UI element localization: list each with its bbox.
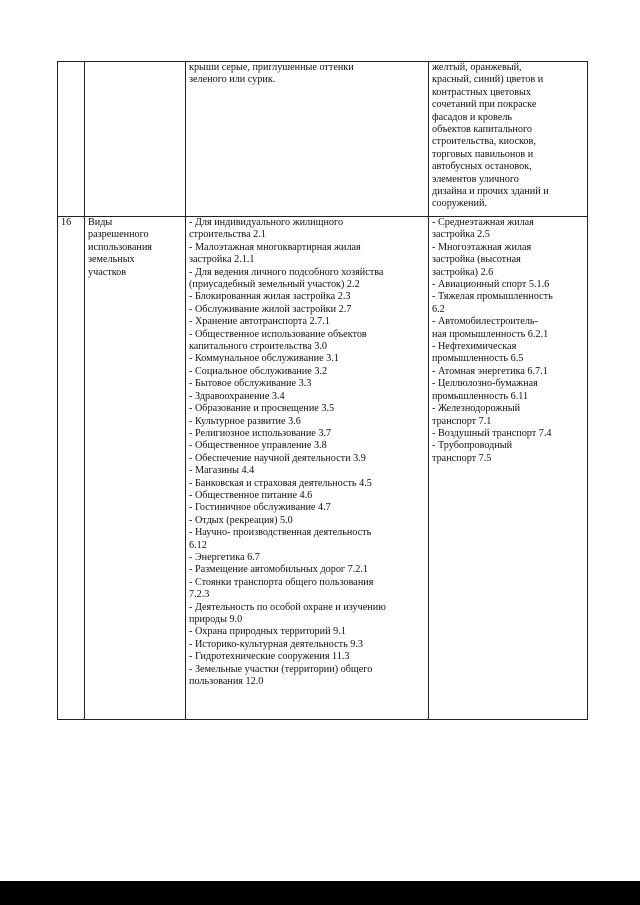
text-line: строительства, киосков,	[432, 136, 536, 148]
list-item: застройка) 2.6	[432, 266, 494, 278]
list-item: застройка 2.5	[432, 229, 490, 241]
list-item: - Научно- производственная деятельность	[189, 527, 372, 539]
title-line: земельных	[88, 254, 135, 266]
list-item: строительства 2.1	[189, 229, 266, 241]
cell-prev-col3	[186, 62, 429, 217]
list-item: - Размещение автомобильных дорог 7.2.1	[189, 564, 369, 576]
list-item: капитального строительства 3.0	[189, 341, 328, 353]
list-item: ная промышленность 6.2.1	[432, 328, 549, 340]
list-item: - Общественное управление 3.8	[189, 440, 327, 452]
list-item: - Малоэтажная многоквартирная жилая	[189, 241, 361, 253]
list-item: - Автомобилестроитель-	[432, 316, 538, 328]
text-line: дизайна и прочих зданий и	[432, 186, 549, 198]
list-item: - Стоянки транспорта общего пользования	[189, 576, 374, 588]
text-line: сочетаний при покраске	[432, 99, 537, 111]
list-item: - Коммунальное обслуживание 3.1	[189, 353, 339, 365]
cell-number-empty	[58, 62, 85, 217]
list-item: - Деятельность по особой охране и изучению	[189, 601, 386, 613]
list-item: транспорт 7.1	[432, 415, 492, 427]
text-line: сооружений.	[432, 198, 487, 210]
list-item: - Гидротехнические сооружения 11.3	[189, 651, 350, 663]
row-title	[85, 217, 186, 720]
text-line: зеленого или сурик.	[189, 74, 276, 86]
text-line: крыши серые, приглушенные оттенки	[189, 62, 354, 73]
list-item: (приусадебный земельный участок) 2.2	[189, 279, 360, 291]
list-item: - Здравоохранение 3.4	[189, 390, 285, 402]
title-line: использования	[88, 241, 152, 253]
list-item: - Бытовое обслуживание 3.3	[189, 378, 312, 390]
list-item: - Нефтехимическая	[432, 341, 517, 353]
list-item: 6.2	[432, 303, 445, 315]
scan-edge-bar	[0, 881, 640, 905]
list-item: - Для ведения личного подсобного хозяйства	[189, 266, 384, 278]
list-item: - Гостиничное обслуживание 4.7	[189, 502, 331, 514]
list-item: застройка 2.1.1	[189, 254, 255, 266]
title-line: Виды	[88, 217, 113, 228]
cell-title-empty	[85, 62, 186, 217]
list-item: - Историко-культурная деятельность 9.3	[189, 638, 363, 650]
list-item: - Отдых (рекреация) 5.0	[189, 514, 293, 526]
list-item: - Магазины 4.4	[189, 465, 255, 477]
title-line: разрешенного	[88, 229, 149, 241]
list-item: - Образование и просвещение 3.5	[189, 403, 335, 415]
list-item: - Тяжелая промышленность	[432, 291, 553, 303]
title-line: участков	[88, 266, 127, 278]
list-item: - Общественное питание 4.6	[189, 489, 313, 501]
list-item: природы 9.0	[189, 614, 243, 625]
list-item: - Блокированная жилая застройка 2.3	[189, 291, 351, 303]
list-item: - Охрана природных территорий 9.1	[189, 626, 346, 638]
list-item: транспорт 7.5	[432, 452, 492, 464]
regulations-table	[57, 61, 588, 720]
text-line: фасадов и кровель	[432, 111, 513, 123]
other-uses-list	[429, 217, 588, 720]
list-item: застройка (высотная	[432, 254, 521, 266]
table-row	[58, 62, 588, 217]
list-item: 7.2.3	[189, 589, 210, 601]
row-number: 16	[58, 217, 85, 720]
list-item: 6.12	[189, 539, 207, 551]
list-item: - Обеспечение научной деятельности 3.9	[189, 452, 366, 464]
list-item: - Общественное использование объектов	[189, 328, 367, 340]
list-item: - Обслуживание жилой застройки 2.7	[189, 303, 352, 315]
list-item: - Многоэтажная жилая	[432, 241, 532, 253]
list-item: - Энергетика 6.7	[189, 551, 260, 563]
text-line: объектов капитального	[432, 124, 532, 136]
list-item: промышленность 6.5	[432, 353, 524, 365]
list-item: - Атомная энергетика 6.7.1	[432, 365, 548, 377]
list-item: - Банковская и страховая деятельность 4.5	[189, 477, 372, 489]
text-line: желтый, оранжевый,	[432, 62, 522, 73]
list-item: - Религиозное использование 3.7	[189, 427, 332, 439]
list-item: пользования 12.0	[189, 676, 264, 688]
text-line: торговых павильонов и	[432, 148, 534, 160]
list-item: промышленность 6.11	[432, 390, 529, 402]
cell-prev-col4	[429, 62, 588, 217]
main-uses-list	[186, 217, 429, 720]
list-item: - Хранение автотранспорта 2.7.1	[189, 316, 330, 328]
list-item: - Трубопроводный	[432, 440, 513, 452]
list-item: - Авиационный спорт 5.1.6	[432, 279, 550, 291]
list-item: - Земельные участки (территории) общего	[189, 663, 373, 675]
list-item: - Целлюлозно-бумажная	[432, 378, 538, 390]
list-item: - Культурное развитие 3.6	[189, 415, 301, 427]
list-item: - Социальное обслуживание 3.2	[189, 365, 328, 377]
table-row	[58, 217, 588, 720]
list-item: - Воздушный транспорт 7.4	[432, 427, 552, 439]
text-line: автобусных остановок,	[432, 161, 532, 173]
list-item: - Среднеэтажная жилая	[432, 217, 534, 228]
list-item: - Железнодорожный	[432, 403, 521, 415]
text-line: красный, синий) цветов и	[432, 74, 544, 86]
text-line: элементов уличного	[432, 173, 519, 185]
list-item: - Для индивидуального жилищного	[189, 217, 344, 228]
text-line: контрастных цветовых	[432, 86, 531, 98]
